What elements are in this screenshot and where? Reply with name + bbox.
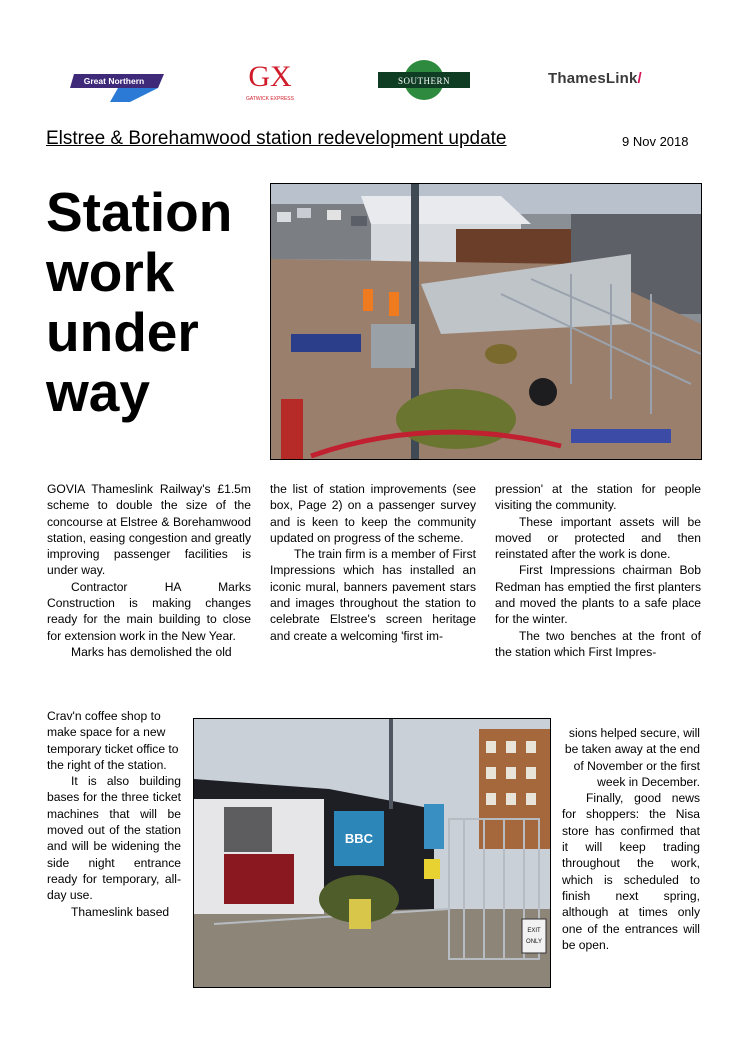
gx-mark: GX	[248, 60, 292, 93]
paragraph: GOVIA Thameslink Railway's £1.5m scheme to double the size of the concourse at Elstree & Borehamwood station, easing congestion and greatly improving passenger facilities is under way.	[47, 482, 251, 578]
only-sign: ONLY	[526, 939, 542, 945]
update-headline: Elstree & Borehamwood station redevelopment update	[46, 128, 507, 149]
paragraph: Marks has demolished the old	[71, 644, 232, 659]
paragraph: It is also building bases for the three ticket machines that will be moved out of the station and will be widening the side night entrance ready for temporary, all-day use.	[47, 774, 181, 903]
gx-subtitle: GATWICK EXPRESS	[246, 96, 294, 102]
paragraph: the list of station improvements (see box, Page 2) on a passenger survey and is keen to keep the community updated on progress of the scheme.	[270, 482, 476, 545]
title-line: under	[46, 301, 199, 363]
southern-text: SOUTHERN	[397, 76, 451, 86]
station-frontage-photo	[193, 718, 551, 988]
great-northern-text: Great Northern	[83, 76, 145, 86]
article-column-1	[47, 481, 251, 660]
article-column-3	[495, 481, 701, 660]
paragraph: First Impressions chairman Bob Redman has emptied the first planters and moved the plants to a safe place for the winter.	[495, 563, 701, 627]
paragraph: These important assets will be moved or protected and then reinstated after the work is done.	[495, 514, 701, 562]
thameslink-logo	[548, 70, 642, 87]
paragraph: The train firm is a member of First Impressions which has installed an iconic mural, banners pavement stars and images throughout the station to celebrate Elstree's screen heritage and create a welcoming 'first im-	[270, 547, 476, 643]
gatwick-express-logo	[236, 58, 306, 104]
paragraph: Crav'n coffee shop to make space for a new temporary ticket office to the right of the station.	[47, 709, 179, 772]
bbc-sign: BBC	[344, 831, 374, 846]
issue-date: 9 Nov 2018	[622, 134, 689, 149]
exit-sign: EXIT	[527, 928, 541, 934]
article-title	[46, 182, 266, 422]
paragraph: Finally, good news for shoppers: the Nisa store has confirmed that it will keep trading throughout the work, which is scheduled to finish next spring, although at times only one of the entrances will be open.	[562, 791, 700, 952]
article-column-1-continued	[47, 708, 181, 920]
paragraph: Contractor HA Marks Construction is making changes ready for the main building to close for extension work in the New Year.	[47, 579, 251, 643]
station-works-photo	[270, 183, 702, 460]
paragraph: pression' at the station for people visiting the community.	[495, 482, 701, 513]
thameslink-slash: /	[637, 70, 642, 87]
article-column-3-continued	[562, 725, 700, 953]
thameslink-text: ThamesLink	[548, 70, 638, 87]
paragraph: The two benches at the front of the station which First Impres-	[495, 628, 701, 659]
title-line: Station	[46, 181, 233, 243]
great-northern-logo	[70, 70, 166, 104]
article-column-2	[270, 481, 476, 644]
title-line: work	[46, 241, 175, 303]
paragraph: Thameslink based	[71, 904, 170, 919]
title-line: way	[46, 361, 150, 423]
southern-logo	[376, 58, 472, 102]
paragraph: sions helped secure, will be taken away at the end of November or the first week in December.	[564, 726, 700, 789]
